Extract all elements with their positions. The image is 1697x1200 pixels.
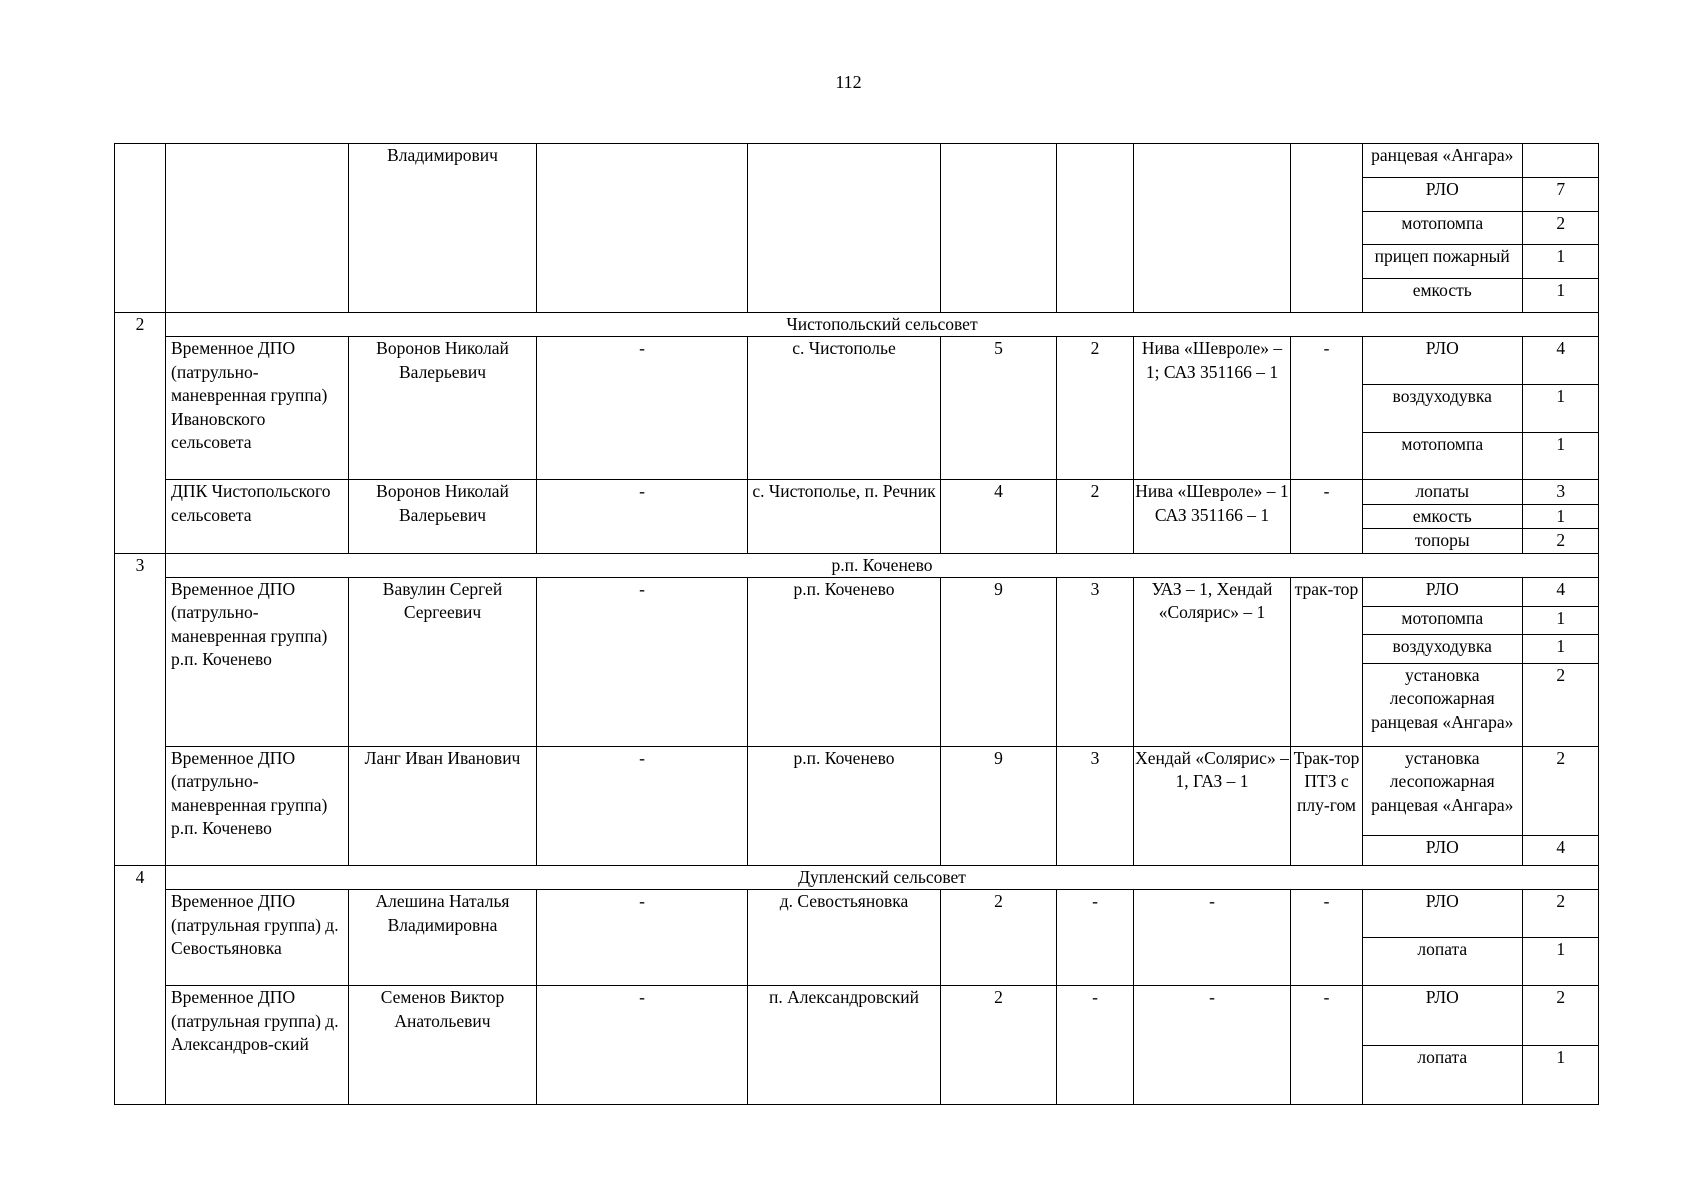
tech-count: 2 [1057,480,1134,553]
equipment-item: установка лесопожарная ранцевая «Ангара» [1363,747,1522,835]
equipment-row [1363,747,1599,835]
equipment-row [1363,245,1599,279]
equipment-item: лопаты [1363,480,1522,504]
phone: - [537,747,748,866]
tech-count: 3 [1057,578,1134,747]
people-count: 4 [941,480,1057,553]
equipment-item: мотопомпа [1363,211,1522,245]
people-count: 9 [941,578,1057,747]
equipment-row [1363,144,1599,177]
equipment-item: РЛО [1425,836,1459,857]
equipment-row [1363,606,1599,635]
equipment-cell [1363,480,1599,553]
equipment-row [1363,504,1599,528]
settlement: с. Чистополье [748,337,941,480]
equipment-item: мотопомпа [1363,606,1522,635]
page-number: 112 [835,72,862,92]
unit-row [115,747,1599,866]
people-count: 2 [941,986,1057,1105]
equipment-item: емкость [1363,504,1522,528]
equipment-qty: 1 [1522,1045,1599,1104]
phone: - [537,337,748,480]
special-equipment: - [1291,986,1363,1105]
equipment-list [1363,890,1599,985]
equipment-row [1363,835,1599,865]
unit-name: Временное ДПО (патрульно-маневренная группа) р.п. Коченево [166,747,349,866]
equipment-row [1363,938,1599,986]
head-name: Семенов Виктор Анатольевич [349,986,537,1105]
equipment-item: воздуходувка [1363,635,1522,664]
head-name: Алешина Наталья Владимировна [349,890,537,986]
equipment-item: прицеп пожарный [1363,245,1522,279]
equipment-qty: 7 [1522,177,1599,211]
unit-name: Временное ДПО (патрульно-маневренная группа) Ивановского сельсовета [166,337,349,480]
continuation-row [115,144,1599,313]
tech-count: - [1057,986,1134,1105]
special-cell [1291,144,1363,313]
equipment-row [1363,337,1599,384]
equipment-qty: 2 [1522,986,1599,1045]
unit-row [115,337,1599,480]
equipment-list [1363,747,1599,865]
equipment-qty: 1 [1522,504,1599,528]
unit-name: Временное ДПО (патрульно-маневренная группа) р.п. Коченево [166,578,349,747]
equipment-qty: 4 [1522,337,1599,384]
equipment-qty: 1 [1522,384,1599,432]
equipment-qty: 1 [1522,635,1599,664]
forces-table [114,143,1599,1105]
vehicles-cell [1134,144,1291,313]
section-title: Дупленский сельсовет [166,866,1599,890]
vehicles: Нива «Шевроле» – 1 САЗ 351166 – 1 [1134,480,1291,553]
section-header-row [115,553,1599,577]
head-name: Вавулин Сергей Сергеевич [349,578,537,747]
people-count: 5 [941,337,1057,480]
equipment-qty: 1 [1522,245,1599,279]
equipment-cell [1363,144,1599,313]
settlement-cell [748,144,941,313]
equipment-qty: 2 [1522,747,1599,835]
equipment-list [1363,986,1599,1104]
equipment-item: РЛО [1363,177,1522,211]
equipment-item: лопата [1417,939,1468,960]
equipment-row [1363,279,1599,312]
phone-cell [537,144,748,313]
equipment-row [1363,211,1599,245]
head-name-cell: Владимирович [349,144,537,313]
equipment-row [1363,1045,1599,1104]
vehicles: - [1134,890,1291,986]
special-equipment: Трак-тор ПТЗ с плу-гом [1291,747,1363,866]
head-name: Ланг Иван Иванович [349,747,537,866]
people-count: 2 [941,890,1057,986]
unit-name: Временное ДПО (патрульная группа) д. Севостьяновка [166,890,349,986]
equipment-row [1363,635,1599,664]
settlement: п. Александровский [748,986,941,1105]
section-number: 4 [115,866,166,1105]
phone: - [537,986,748,1105]
equipment-qty: 4 [1522,835,1599,865]
tech-count: 3 [1057,747,1134,866]
equipment-qty: 2 [1522,890,1599,938]
equipment-cell [1363,890,1599,986]
settlement: с. Чистополье, п. Речник [748,480,941,553]
tech-count: 2 [1057,337,1134,480]
equipment-qty [1522,144,1599,177]
equipment-item: лопата [1417,1046,1468,1067]
head-name: Воронов Николай Валерьевич [349,480,537,553]
equipment-row [1363,177,1599,211]
people-count: 9 [941,747,1057,866]
equipment-row [1363,663,1599,746]
unit-row [115,890,1599,986]
settlement: р.п. Коченево [748,747,941,866]
equipment-item: РЛО [1363,337,1522,384]
tech-cell [1057,144,1134,313]
equipment-qty: 1 [1522,938,1599,986]
equipment-qty: 1 [1522,606,1599,635]
unit-name: Временное ДПО (патрульная группа) д. Александров-ский [166,986,349,1105]
equipment-list [1363,480,1599,552]
unit-row [115,986,1599,1105]
equipment-row [1363,480,1599,504]
phone: - [537,480,748,553]
equipment-item: мотопомпа [1401,433,1484,454]
equipment-cell [1363,747,1599,866]
equipment-qty: 4 [1522,578,1599,606]
equipment-qty: 3 [1522,480,1599,504]
equipment-row [1363,890,1599,938]
row-number-cell [115,144,166,313]
settlement: д. Севостьяновка [748,890,941,986]
equipment-cell [1363,578,1599,747]
section-header-row [115,866,1599,890]
equipment-list [1363,337,1599,479]
equipment-item: емкость [1412,280,1472,301]
section-header-row [115,313,1599,337]
equipment-qty: 2 [1522,663,1599,746]
equipment-qty: 1 [1522,432,1599,479]
equipment-list [1363,144,1599,312]
equipment-item: РЛО [1363,890,1522,938]
equipment-row [1363,578,1599,606]
equipment-item: топоры [1414,530,1470,551]
settlement: р.п. Коченево [748,578,941,747]
equipment-row [1363,986,1599,1045]
equipment-item: воздуходувка [1363,384,1522,432]
vehicles: - [1134,986,1291,1105]
equipment-item: ранцевая «Ангара» [1363,144,1522,177]
equipment-item: РЛО [1363,986,1522,1045]
phone: - [537,578,748,747]
equipment-qty: 1 [1522,279,1599,312]
unit-row [115,480,1599,553]
people-cell [941,144,1057,313]
section-number: 3 [115,553,166,865]
equipment-item: РЛО [1363,578,1522,606]
equipment-list [1363,578,1599,746]
section-number: 2 [115,313,166,554]
equipment-qty: 2 [1522,211,1599,245]
equipment-row [1363,432,1599,479]
section-title: Чистопольский сельсовет [166,313,1599,337]
special-equipment: - [1291,890,1363,986]
unit-cell [166,144,349,313]
equipment-cell [1363,986,1599,1105]
equipment-item: установка лесопожарная ранцевая «Ангара» [1371,664,1514,732]
vehicles: Хендай «Солярис» – 1, ГАЗ – 1 [1134,747,1291,866]
equipment-qty: 2 [1522,529,1599,553]
head-name: Воронов Николай Валерьевич [349,337,537,480]
special-equipment: - [1291,337,1363,480]
phone: - [537,890,748,986]
equipment-row [1363,529,1599,553]
unit-name: ДПК Чистопольского сельсовета [166,480,349,553]
unit-row [115,578,1599,747]
equipment-row [1363,384,1599,432]
special-equipment: - [1291,480,1363,553]
tech-count: - [1057,890,1134,986]
special-equipment: трак-тор [1291,578,1363,747]
vehicles: УАЗ – 1, Хендай «Солярис» – 1 [1134,578,1291,747]
section-title: р.п. Коченево [166,553,1599,577]
vehicles: Нива «Шевроле» – 1; САЗ 351166 – 1 [1134,337,1291,480]
equipment-cell [1363,337,1599,480]
